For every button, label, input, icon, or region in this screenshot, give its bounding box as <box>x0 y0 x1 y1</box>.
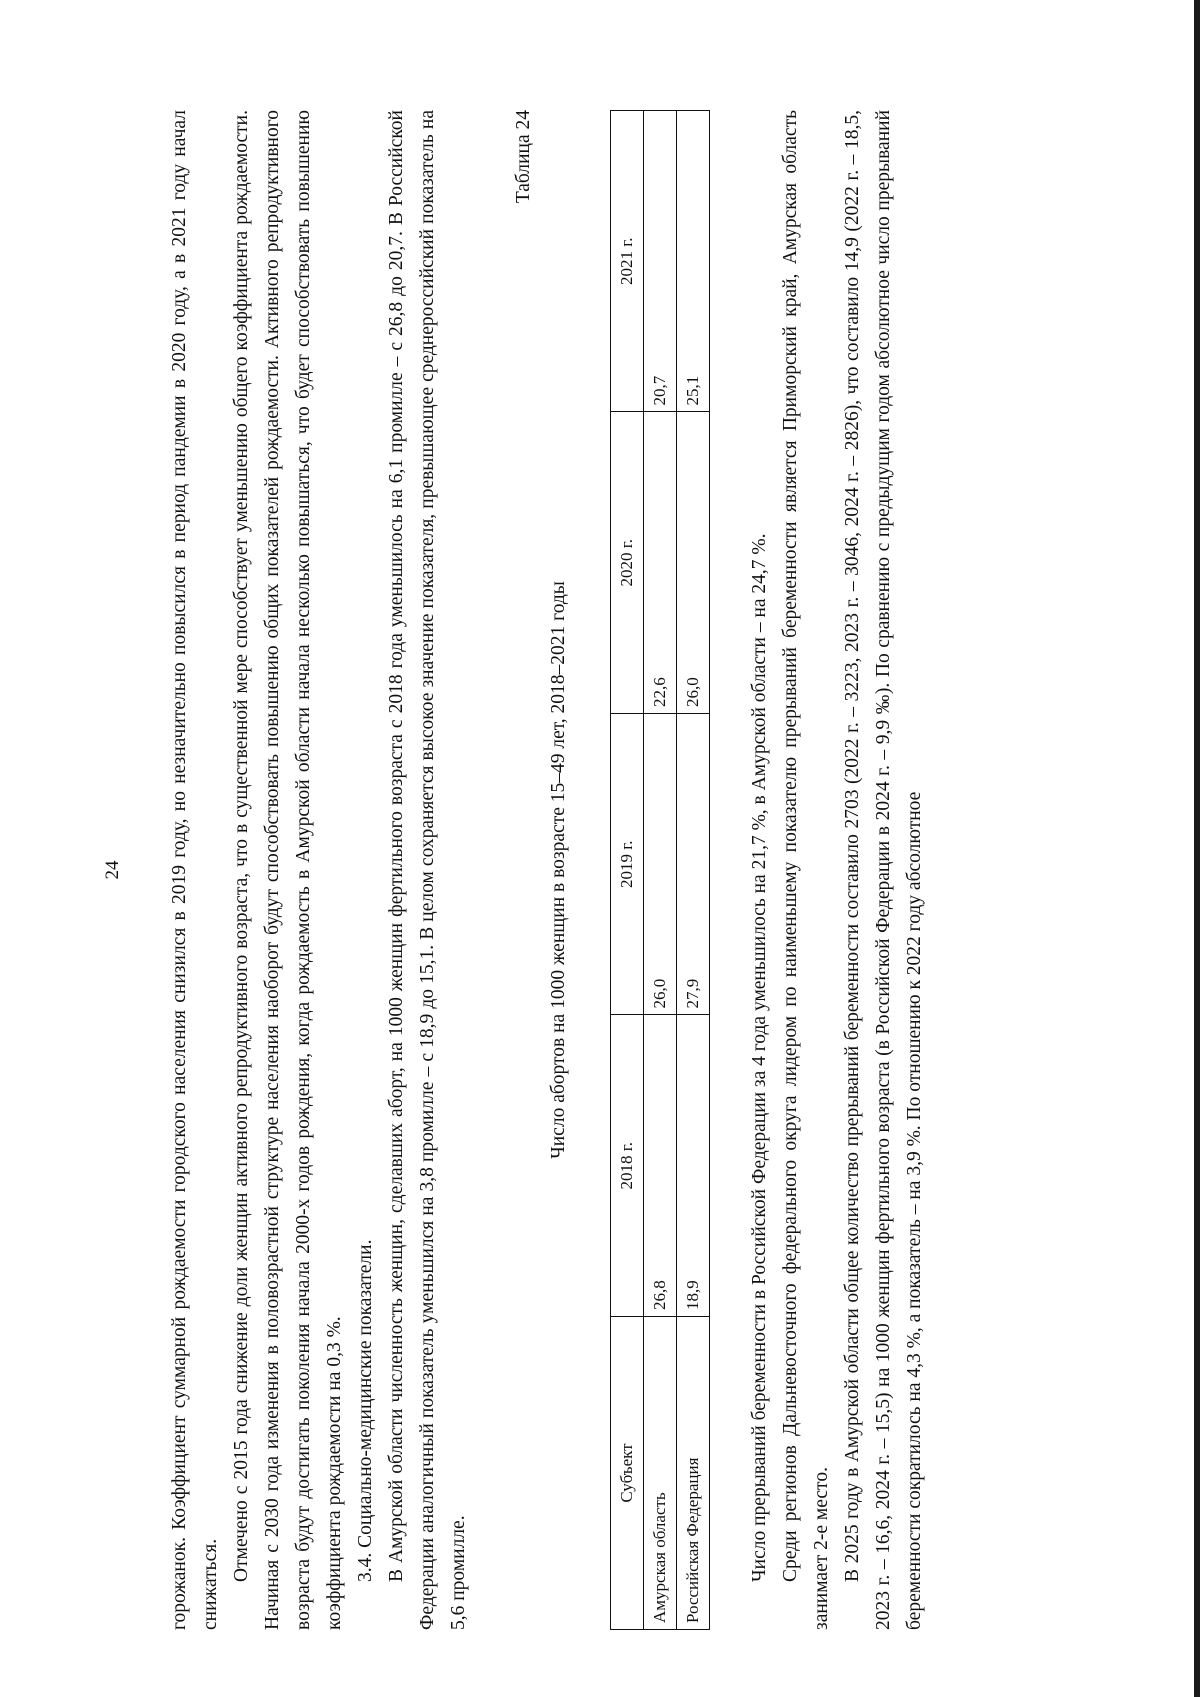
header-cell: 2021 г. <box>611 111 644 413</box>
page-number: 24 <box>102 860 123 880</box>
table-cell: 26,0 <box>644 714 677 1016</box>
paragraph: В 2025 году в Амурской области общее количество прерываний беременности составило 2703 (2022 г. – 3223, 2023 г. – 3046, 2024 г. – 2826), что составило 14,9 (2022 г. – 18,5, 2023 г. – 16,6, 2024 г. – 15,5) на 1000 женщин фертильного возраста (в Российской Федерации в 2024 г. – 9,9 ‰). По сравнению с предыдущим годом абсолютное число прерываний беременности сократилось на 4,3 %, а показатель – на 3,9 %. По отношению к 2022 году абсолютное <box>842 110 925 1630</box>
table-cell: 20,7 <box>644 111 677 413</box>
paragraph: Среди регионов Дальневосточного федерального округа лидером по наименьшему показателю прерываний беременности является Приморский край, Амурская область занимает 2-е место. <box>780 110 832 1630</box>
table-row <box>677 111 710 1630</box>
table-cell: Амурская область <box>644 1317 677 1630</box>
abortion-rate-table <box>610 110 710 1630</box>
bottom-paragraphs <box>744 110 930 1630</box>
table-cell: 27,9 <box>677 714 710 1016</box>
table-cell: 18,9 <box>677 1015 710 1317</box>
top-paragraphs <box>164 110 474 1630</box>
table-cell: 25,1 <box>677 111 710 413</box>
header-cell: 2019 г. <box>611 714 644 1016</box>
paragraph: В Амурской области численность женщин, сделавших аборт, на 1000 женщин фертильного возраста с 2018 года уменьшилось на 6,1 промилле – с 26,8 до 20,7. В Российской Федерации аналогичный показатель уменьшился на 3,8 промилле – с 18,9 до 15,1. В целом сохраняется высокое значение показателя, превышающее среднероссийский показатель на 5,6 промилле. <box>386 110 469 1630</box>
table-cell: 26,0 <box>677 412 710 714</box>
table-header-row <box>611 111 644 1630</box>
paragraph: 3.4. Социально-медицинские показатели. <box>355 1239 376 1582</box>
scan-page-edge <box>1194 0 1200 1697</box>
paragraph: горожанок. Коэффициент суммарной рождаемости городского населения снизился в 2019 году, но незначительно повысился в период пандемии в 2020 году, а в 2021 году начал снижаться. <box>169 110 221 1630</box>
rotated-page <box>100 110 1140 1630</box>
table-label: Таблица 24 <box>513 110 534 204</box>
paragraph: Отмечено с 2015 года снижение доли женщин активного репродуктивного возраста, что в существенной мере способствует уменьшению общего коэффициента рождаемости. Начиная с 2030 года изменения в половозрастной структуре населения наоборот будут способствовать повышению общих показателей рождаемости. Активного репродуктивного возраста будут достигать поколения начала 2000-х годов рождения, когда рождаемость в Амурской области начала несколько повышаться, что будет способствовать повышению коэффициента рождаемости на 0,3 %. <box>231 110 345 1630</box>
header-cell: 2018 г. <box>611 1015 644 1317</box>
header-cell: Субъект <box>611 1317 644 1630</box>
document-body <box>164 110 930 1630</box>
table-cell: 22,6 <box>644 412 677 714</box>
table-cell: 26,8 <box>644 1015 677 1317</box>
table-row <box>644 111 677 1630</box>
table-title: Число абортов на 1000 женщин в возрасте 15–49 лет, 2018–2021 годы <box>548 581 569 1159</box>
header-cell: 2020 г. <box>611 412 644 714</box>
table-cell: Российская Федерация <box>677 1317 710 1630</box>
paragraph: Число прерываний беременности в Российской Федерации за 4 года уменьшилось на 21,7 %, в Амурской области – на 24,7 %. <box>749 533 770 1582</box>
